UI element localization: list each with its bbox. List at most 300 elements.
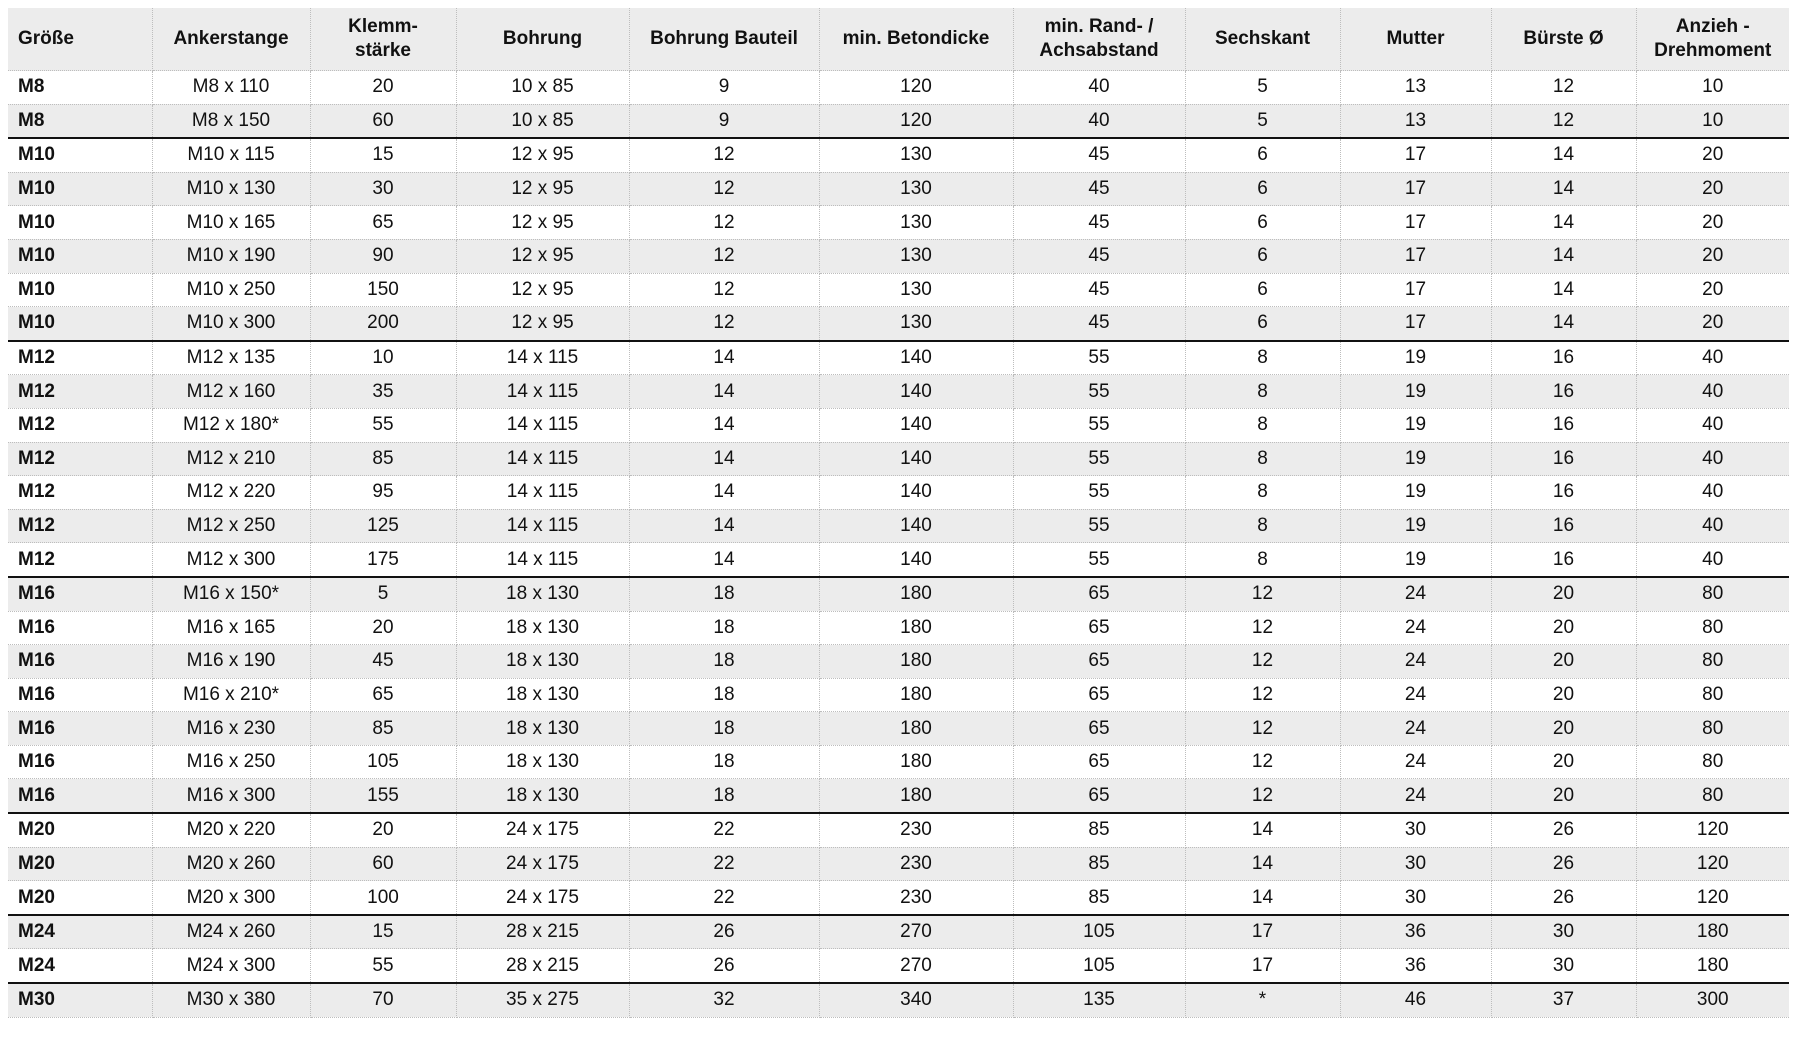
cell-bohrung-bauteil: 18: [629, 779, 819, 813]
cell-min-betondicke: 270: [819, 915, 1013, 949]
cell-groesse: M10: [8, 273, 152, 307]
cell-sechskant: 12: [1185, 645, 1340, 679]
cell-groesse: M16: [8, 712, 152, 746]
cell-min-betondicke: 340: [819, 983, 1013, 1017]
cell-klemmstaerke: 85: [310, 442, 456, 476]
cell-mutter: 19: [1340, 375, 1491, 409]
cell-sechskant: 8: [1185, 509, 1340, 543]
cell-buerste: 14: [1491, 206, 1636, 240]
cell-klemmstaerke: 100: [310, 881, 456, 915]
cell-anziehdrehmoment: 20: [1636, 273, 1789, 307]
cell-bohrung-bauteil: 18: [629, 645, 819, 679]
cell-bohrung-bauteil: 12: [629, 172, 819, 206]
cell-buerste: 12: [1491, 104, 1636, 138]
cell-bohrung: 10 x 85: [456, 71, 629, 105]
cell-bohrung: 18 x 130: [456, 645, 629, 679]
cell-min-betondicke: 180: [819, 678, 1013, 712]
cell-buerste: 26: [1491, 813, 1636, 847]
cell-min-betondicke: 130: [819, 172, 1013, 206]
cell-anziehdrehmoment: 40: [1636, 543, 1789, 577]
cell-bohrung: 14 x 115: [456, 543, 629, 577]
cell-klemmstaerke: 65: [310, 678, 456, 712]
cell-mutter: 30: [1340, 881, 1491, 915]
cell-bohrung-bauteil: 12: [629, 206, 819, 240]
cell-anziehdrehmoment: 20: [1636, 138, 1789, 172]
cell-rand-achsabstand: 55: [1013, 509, 1185, 543]
table-row: [8, 983, 1789, 1017]
cell-min-betondicke: 180: [819, 611, 1013, 645]
table-row: [8, 138, 1789, 172]
cell-groesse: M20: [8, 881, 152, 915]
cell-ankerstange: M24 x 300: [152, 949, 310, 983]
cell-groesse: M24: [8, 915, 152, 949]
cell-klemmstaerke: 35: [310, 375, 456, 409]
cell-ankerstange: M8 x 110: [152, 71, 310, 105]
cell-buerste: 30: [1491, 949, 1636, 983]
col-header-bohrung: Bohrung: [456, 8, 629, 71]
cell-rand-achsabstand: 40: [1013, 71, 1185, 105]
cell-bohrung: 14 x 115: [456, 408, 629, 442]
cell-groesse: M16: [8, 611, 152, 645]
cell-anziehdrehmoment: 40: [1636, 408, 1789, 442]
cell-min-betondicke: 140: [819, 476, 1013, 510]
cell-bohrung: 18 x 130: [456, 779, 629, 813]
cell-groesse: M8: [8, 104, 152, 138]
cell-bohrung-bauteil: 12: [629, 138, 819, 172]
cell-bohrung-bauteil: 26: [629, 949, 819, 983]
cell-buerste: 16: [1491, 476, 1636, 510]
cell-buerste: 16: [1491, 543, 1636, 577]
cell-klemmstaerke: 15: [310, 138, 456, 172]
cell-sechskant: 14: [1185, 847, 1340, 881]
cell-buerste: 14: [1491, 273, 1636, 307]
cell-buerste: 20: [1491, 779, 1636, 813]
cell-klemmstaerke: 20: [310, 611, 456, 645]
cell-sechskant: 6: [1185, 138, 1340, 172]
cell-mutter: 24: [1340, 645, 1491, 679]
cell-groesse: M12: [8, 509, 152, 543]
cell-bohrung: 14 x 115: [456, 375, 629, 409]
cell-mutter: 24: [1340, 577, 1491, 611]
cell-buerste: 14: [1491, 172, 1636, 206]
cell-bohrung: 24 x 175: [456, 881, 629, 915]
cell-sechskant: 12: [1185, 577, 1340, 611]
table-row: [8, 915, 1789, 949]
cell-ankerstange: M12 x 135: [152, 341, 310, 375]
col-header-rand-achsabstand: min. Rand- / Achsabstand: [1013, 8, 1185, 71]
cell-ankerstange: M8 x 150: [152, 104, 310, 138]
table-row: [8, 206, 1789, 240]
cell-bohrung-bauteil: 32: [629, 983, 819, 1017]
cell-rand-achsabstand: 55: [1013, 375, 1185, 409]
cell-ankerstange: M16 x 210*: [152, 678, 310, 712]
cell-groesse: M10: [8, 172, 152, 206]
table-row: [8, 104, 1789, 138]
cell-rand-achsabstand: 55: [1013, 408, 1185, 442]
cell-buerste: 16: [1491, 442, 1636, 476]
cell-mutter: 30: [1340, 847, 1491, 881]
cell-sechskant: 5: [1185, 104, 1340, 138]
cell-anziehdrehmoment: 80: [1636, 678, 1789, 712]
cell-bohrung: 14 x 115: [456, 442, 629, 476]
cell-ankerstange: M20 x 300: [152, 881, 310, 915]
table-row: [8, 611, 1789, 645]
cell-mutter: 19: [1340, 442, 1491, 476]
cell-buerste: 20: [1491, 745, 1636, 779]
cell-rand-achsabstand: 55: [1013, 476, 1185, 510]
col-header-klemmstaerke: Klemm- stärke: [310, 8, 456, 71]
cell-buerste: 16: [1491, 375, 1636, 409]
cell-rand-achsabstand: 85: [1013, 847, 1185, 881]
col-header-bohrung-bauteil: Bohrung Bauteil: [629, 8, 819, 71]
cell-min-betondicke: 130: [819, 206, 1013, 240]
cell-groesse: M12: [8, 408, 152, 442]
cell-rand-achsabstand: 55: [1013, 543, 1185, 577]
cell-min-betondicke: 180: [819, 645, 1013, 679]
cell-klemmstaerke: 45: [310, 645, 456, 679]
cell-min-betondicke: 140: [819, 543, 1013, 577]
cell-klemmstaerke: 95: [310, 476, 456, 510]
cell-groesse: M12: [8, 341, 152, 375]
cell-ankerstange: M16 x 190: [152, 645, 310, 679]
cell-bohrung: 18 x 130: [456, 678, 629, 712]
cell-bohrung-bauteil: 14: [629, 442, 819, 476]
cell-mutter: 24: [1340, 712, 1491, 746]
cell-min-betondicke: 130: [819, 307, 1013, 341]
cell-anziehdrehmoment: 80: [1636, 745, 1789, 779]
cell-ankerstange: M30 x 380: [152, 983, 310, 1017]
cell-rand-achsabstand: 65: [1013, 745, 1185, 779]
col-header-mutter: Mutter: [1340, 8, 1491, 71]
cell-klemmstaerke: 55: [310, 949, 456, 983]
cell-groesse: M10: [8, 206, 152, 240]
cell-rand-achsabstand: 65: [1013, 645, 1185, 679]
cell-klemmstaerke: 70: [310, 983, 456, 1017]
cell-min-betondicke: 180: [819, 779, 1013, 813]
cell-ankerstange: M16 x 150*: [152, 577, 310, 611]
cell-mutter: 17: [1340, 307, 1491, 341]
cell-mutter: 17: [1340, 239, 1491, 273]
cell-min-betondicke: 230: [819, 813, 1013, 847]
cell-ankerstange: M12 x 220: [152, 476, 310, 510]
table-row: [8, 307, 1789, 341]
cell-mutter: 19: [1340, 408, 1491, 442]
cell-ankerstange: M10 x 190: [152, 239, 310, 273]
table-row: [8, 375, 1789, 409]
cell-bohrung-bauteil: 14: [629, 476, 819, 510]
cell-mutter: 46: [1340, 983, 1491, 1017]
cell-mutter: 24: [1340, 779, 1491, 813]
cell-min-betondicke: 180: [819, 577, 1013, 611]
col-header-ankerstange: Ankerstange: [152, 8, 310, 71]
table-row: [8, 577, 1789, 611]
cell-bohrung: 12 x 95: [456, 138, 629, 172]
cell-buerste: 16: [1491, 408, 1636, 442]
cell-ankerstange: M16 x 300: [152, 779, 310, 813]
cell-sechskant: 12: [1185, 611, 1340, 645]
table-row: [8, 172, 1789, 206]
cell-bohrung-bauteil: 14: [629, 408, 819, 442]
cell-ankerstange: M10 x 300: [152, 307, 310, 341]
cell-min-betondicke: 140: [819, 442, 1013, 476]
table-row: [8, 881, 1789, 915]
cell-mutter: 17: [1340, 206, 1491, 240]
cell-min-betondicke: 140: [819, 341, 1013, 375]
cell-groesse: M12: [8, 375, 152, 409]
cell-rand-achsabstand: 135: [1013, 983, 1185, 1017]
table-row: [8, 509, 1789, 543]
cell-bohrung: 12 x 95: [456, 273, 629, 307]
cell-klemmstaerke: 85: [310, 712, 456, 746]
table-row: [8, 847, 1789, 881]
cell-bohrung-bauteil: 14: [629, 341, 819, 375]
cell-ankerstange: M10 x 115: [152, 138, 310, 172]
cell-anziehdrehmoment: 40: [1636, 375, 1789, 409]
cell-rand-achsabstand: 105: [1013, 949, 1185, 983]
cell-mutter: 19: [1340, 341, 1491, 375]
cell-bohrung: 14 x 115: [456, 509, 629, 543]
table-row: [8, 543, 1789, 577]
cell-sechskant: 17: [1185, 949, 1340, 983]
cell-rand-achsabstand: 45: [1013, 206, 1185, 240]
cell-groesse: M16: [8, 678, 152, 712]
cell-bohrung: 18 x 130: [456, 611, 629, 645]
cell-buerste: 14: [1491, 239, 1636, 273]
cell-anziehdrehmoment: 120: [1636, 813, 1789, 847]
cell-anziehdrehmoment: 180: [1636, 949, 1789, 983]
cell-buerste: 16: [1491, 341, 1636, 375]
cell-buerste: 20: [1491, 645, 1636, 679]
cell-min-betondicke: 140: [819, 509, 1013, 543]
cell-bohrung-bauteil: 14: [629, 543, 819, 577]
cell-rand-achsabstand: 65: [1013, 577, 1185, 611]
cell-ankerstange: M10 x 130: [152, 172, 310, 206]
cell-buerste: 26: [1491, 847, 1636, 881]
cell-bohrung-bauteil: 26: [629, 915, 819, 949]
cell-anziehdrehmoment: 80: [1636, 611, 1789, 645]
cell-min-betondicke: 140: [819, 375, 1013, 409]
cell-ankerstange: M12 x 300: [152, 543, 310, 577]
cell-ankerstange: M10 x 165: [152, 206, 310, 240]
table-row: [8, 239, 1789, 273]
table-row: [8, 71, 1789, 105]
cell-bohrung-bauteil: 22: [629, 813, 819, 847]
table-row: [8, 712, 1789, 746]
cell-bohrung: 18 x 130: [456, 712, 629, 746]
cell-sechskant: 8: [1185, 375, 1340, 409]
cell-ankerstange: M12 x 250: [152, 509, 310, 543]
cell-buerste: 14: [1491, 307, 1636, 341]
table-row: [8, 949, 1789, 983]
cell-sechskant: 8: [1185, 408, 1340, 442]
cell-buerste: 16: [1491, 509, 1636, 543]
cell-mutter: 24: [1340, 745, 1491, 779]
cell-klemmstaerke: 30: [310, 172, 456, 206]
cell-anziehdrehmoment: 80: [1636, 645, 1789, 679]
cell-groesse: M10: [8, 239, 152, 273]
cell-anziehdrehmoment: 80: [1636, 577, 1789, 611]
table-row: [8, 273, 1789, 307]
cell-min-betondicke: 130: [819, 273, 1013, 307]
cell-klemmstaerke: 200: [310, 307, 456, 341]
cell-sechskant: 8: [1185, 543, 1340, 577]
cell-buerste: 12: [1491, 71, 1636, 105]
cell-klemmstaerke: 155: [310, 779, 456, 813]
cell-min-betondicke: 180: [819, 712, 1013, 746]
cell-bohrung: 35 x 275: [456, 983, 629, 1017]
cell-anziehdrehmoment: 10: [1636, 104, 1789, 138]
cell-bohrung: 18 x 130: [456, 577, 629, 611]
cell-bohrung: 12 x 95: [456, 307, 629, 341]
cell-anziehdrehmoment: 40: [1636, 442, 1789, 476]
cell-bohrung: 28 x 215: [456, 915, 629, 949]
cell-groesse: M12: [8, 476, 152, 510]
col-header-sechskant: Sechskant: [1185, 8, 1340, 71]
cell-klemmstaerke: 20: [310, 813, 456, 847]
cell-ankerstange: M16 x 230: [152, 712, 310, 746]
cell-groesse: M16: [8, 779, 152, 813]
cell-sechskant: *: [1185, 983, 1340, 1017]
cell-rand-achsabstand: 85: [1013, 881, 1185, 915]
cell-sechskant: 8: [1185, 341, 1340, 375]
cell-bohrung: 12 x 95: [456, 206, 629, 240]
cell-ankerstange: M12 x 210: [152, 442, 310, 476]
cell-groesse: M10: [8, 138, 152, 172]
cell-klemmstaerke: 150: [310, 273, 456, 307]
cell-mutter: 36: [1340, 915, 1491, 949]
cell-mutter: 19: [1340, 543, 1491, 577]
cell-bohrung: 24 x 175: [456, 847, 629, 881]
cell-klemmstaerke: 55: [310, 408, 456, 442]
cell-sechskant: 6: [1185, 273, 1340, 307]
cell-anziehdrehmoment: 80: [1636, 712, 1789, 746]
cell-buerste: 26: [1491, 881, 1636, 915]
table-row: [8, 408, 1789, 442]
cell-anziehdrehmoment: 40: [1636, 341, 1789, 375]
table-row: [8, 645, 1789, 679]
cell-anziehdrehmoment: 40: [1636, 476, 1789, 510]
cell-anziehdrehmoment: 20: [1636, 239, 1789, 273]
cell-mutter: 17: [1340, 172, 1491, 206]
cell-klemmstaerke: 125: [310, 509, 456, 543]
cell-bohrung-bauteil: 12: [629, 273, 819, 307]
cell-mutter: 24: [1340, 678, 1491, 712]
cell-sechskant: 17: [1185, 915, 1340, 949]
cell-buerste: 20: [1491, 577, 1636, 611]
cell-rand-achsabstand: 65: [1013, 779, 1185, 813]
cell-groesse: M12: [8, 442, 152, 476]
cell-ankerstange: M16 x 250: [152, 745, 310, 779]
cell-bohrung: 12 x 95: [456, 172, 629, 206]
cell-buerste: 20: [1491, 712, 1636, 746]
cell-mutter: 36: [1340, 949, 1491, 983]
cell-groesse: M16: [8, 645, 152, 679]
cell-anziehdrehmoment: 40: [1636, 509, 1789, 543]
cell-bohrung-bauteil: 12: [629, 307, 819, 341]
cell-sechskant: 12: [1185, 779, 1340, 813]
cell-buerste: 14: [1491, 138, 1636, 172]
col-header-groesse: Größe: [8, 8, 152, 71]
cell-rand-achsabstand: 40: [1013, 104, 1185, 138]
cell-anziehdrehmoment: 120: [1636, 847, 1789, 881]
cell-mutter: 19: [1340, 476, 1491, 510]
cell-min-betondicke: 230: [819, 881, 1013, 915]
cell-rand-achsabstand: 45: [1013, 239, 1185, 273]
cell-groesse: M16: [8, 577, 152, 611]
cell-bohrung: 12 x 95: [456, 239, 629, 273]
cell-mutter: 17: [1340, 273, 1491, 307]
cell-bohrung: 14 x 115: [456, 341, 629, 375]
cell-mutter: 17: [1340, 138, 1491, 172]
cell-bohrung-bauteil: 18: [629, 745, 819, 779]
cell-bohrung-bauteil: 22: [629, 881, 819, 915]
col-header-anziehdrehmoment: Anzieh - Drehmoment: [1636, 8, 1789, 71]
cell-mutter: 24: [1340, 611, 1491, 645]
cell-ankerstange: M12 x 160: [152, 375, 310, 409]
cell-ankerstange: M12 x 180*: [152, 408, 310, 442]
cell-anziehdrehmoment: 180: [1636, 915, 1789, 949]
cell-rand-achsabstand: 85: [1013, 813, 1185, 847]
cell-bohrung-bauteil: 18: [629, 678, 819, 712]
cell-groesse: M20: [8, 813, 152, 847]
cell-anziehdrehmoment: 300: [1636, 983, 1789, 1017]
cell-anziehdrehmoment: 120: [1636, 881, 1789, 915]
cell-klemmstaerke: 60: [310, 847, 456, 881]
cell-sechskant: 8: [1185, 442, 1340, 476]
cell-min-betondicke: 120: [819, 71, 1013, 105]
cell-rand-achsabstand: 45: [1013, 172, 1185, 206]
cell-min-betondicke: 140: [819, 408, 1013, 442]
cell-groesse: M30: [8, 983, 152, 1017]
cell-bohrung-bauteil: 22: [629, 847, 819, 881]
cell-anziehdrehmoment: 20: [1636, 307, 1789, 341]
table-row: [8, 745, 1789, 779]
cell-bohrung-bauteil: 9: [629, 104, 819, 138]
cell-klemmstaerke: 175: [310, 543, 456, 577]
cell-mutter: 13: [1340, 104, 1491, 138]
cell-ankerstange: M20 x 260: [152, 847, 310, 881]
cell-bohrung: 14 x 115: [456, 476, 629, 510]
table-row: [8, 442, 1789, 476]
cell-sechskant: 14: [1185, 813, 1340, 847]
cell-ankerstange: M16 x 165: [152, 611, 310, 645]
cell-ankerstange: M20 x 220: [152, 813, 310, 847]
cell-rand-achsabstand: 65: [1013, 678, 1185, 712]
cell-klemmstaerke: 60: [310, 104, 456, 138]
table-row: [8, 779, 1789, 813]
cell-bohrung-bauteil: 14: [629, 375, 819, 409]
cell-bohrung-bauteil: 18: [629, 611, 819, 645]
cell-mutter: 30: [1340, 813, 1491, 847]
cell-sechskant: 6: [1185, 206, 1340, 240]
cell-mutter: 19: [1340, 509, 1491, 543]
cell-groesse: M8: [8, 71, 152, 105]
cell-mutter: 13: [1340, 71, 1491, 105]
cell-buerste: 20: [1491, 678, 1636, 712]
cell-buerste: 20: [1491, 611, 1636, 645]
cell-rand-achsabstand: 55: [1013, 341, 1185, 375]
cell-klemmstaerke: 65: [310, 206, 456, 240]
col-header-buerste: Bürste Ø: [1491, 8, 1636, 71]
cell-buerste: 37: [1491, 983, 1636, 1017]
cell-min-betondicke: 230: [819, 847, 1013, 881]
table-row: [8, 678, 1789, 712]
cell-bohrung-bauteil: 18: [629, 577, 819, 611]
cell-min-betondicke: 130: [819, 239, 1013, 273]
cell-bohrung-bauteil: 14: [629, 509, 819, 543]
cell-bohrung: 10 x 85: [456, 104, 629, 138]
cell-sechskant: 5: [1185, 71, 1340, 105]
